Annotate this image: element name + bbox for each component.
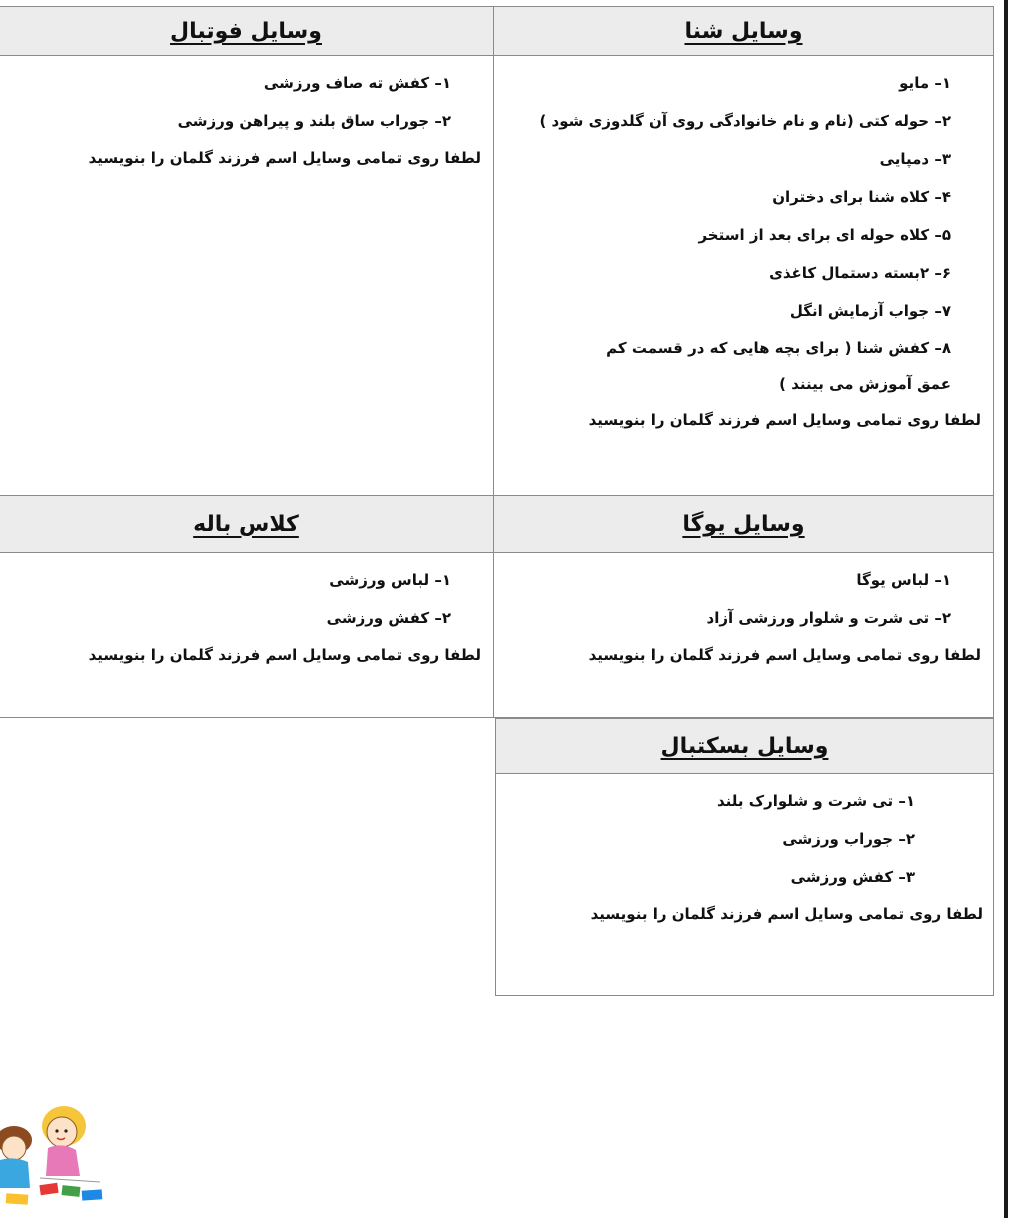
list-item: ۱– مایو: [899, 74, 951, 92]
label-note: لطفا روی تمامی وسایل اسم فرزند گلمان را بنویسید: [588, 411, 981, 429]
swim-header: [494, 7, 993, 56]
list-item: ۲– جوراب ورزشی: [782, 830, 915, 848]
list-item: ۲– جوراب ساق بلند و پیراهن ورزشی: [177, 112, 451, 130]
list-item: ۱– تی شرت و شلوارک بلند: [716, 792, 915, 810]
football-header: [0, 7, 493, 56]
swim-section: [493, 6, 994, 496]
yoga-title: وسایل یوگا: [682, 511, 805, 537]
football-title: وسایل فوتبال: [170, 18, 322, 44]
list-item: ۵– کلاه حوله ای برای بعد از استخر: [698, 226, 951, 244]
yoga-header: [494, 496, 993, 553]
page-frame-border: [1004, 0, 1008, 1218]
basketball-section: [495, 718, 994, 996]
label-note: لطفا روی تمامی وسایل اسم فرزند گلمان را بنویسید: [588, 646, 981, 664]
list-item: ۲– کفش ورزشی: [326, 609, 451, 627]
kids-reading-illustration: [0, 1098, 120, 1218]
label-note: لطفا روی تمامی وسایل اسم فرزند گلمان را بنویسید: [88, 149, 481, 167]
football-section: [0, 6, 494, 496]
yoga-section: [493, 495, 994, 718]
list-item: ۷– جواب آزمایش انگل: [789, 302, 951, 320]
list-item: ۲– حوله کتی (نام و نام خانوادگی روی آن گلدوزی شود ): [539, 112, 951, 130]
football-list: [0, 56, 493, 176]
list-item: ۴– کلاه شنا برای دختران: [772, 188, 951, 206]
list-item: ۳– کفش ورزشی: [790, 868, 915, 886]
ballet-list: [0, 553, 493, 673]
basketball-header: [496, 719, 993, 774]
ballet-title: کلاس باله: [193, 511, 299, 537]
basketball-list: [496, 774, 993, 932]
basketball-title: وسایل بسکتبال: [660, 733, 829, 759]
list-item: ۸– کفش شنا ( برای بچه هایی که در قسمت کم عمق آموزش می بینند ): [606, 339, 951, 393]
swim-list: [494, 56, 993, 438]
list-item: ۲– تی شرت و شلوار ورزشی آزاد: [706, 609, 951, 627]
label-note: لطفا روی تمامی وسایل اسم فرزند گلمان را بنویسید: [88, 646, 481, 664]
swim-title: وسایل شنا: [684, 18, 803, 44]
ballet-header: [0, 496, 493, 553]
list-item: ۶– ۲بسته دستمال کاغذی: [769, 264, 951, 282]
list-item: ۱– لباس یوگا: [856, 571, 951, 589]
list-item: ۱– لباس ورزشی: [329, 571, 451, 589]
label-note: لطفا روی تمامی وسایل اسم فرزند گلمان را بنویسید: [590, 905, 983, 923]
list-item: ۱– کفش ته صاف ورزشی: [263, 74, 451, 92]
yoga-list: [494, 553, 993, 673]
list-item: ۳– دمپایی: [879, 150, 951, 168]
ballet-section: [0, 495, 494, 718]
